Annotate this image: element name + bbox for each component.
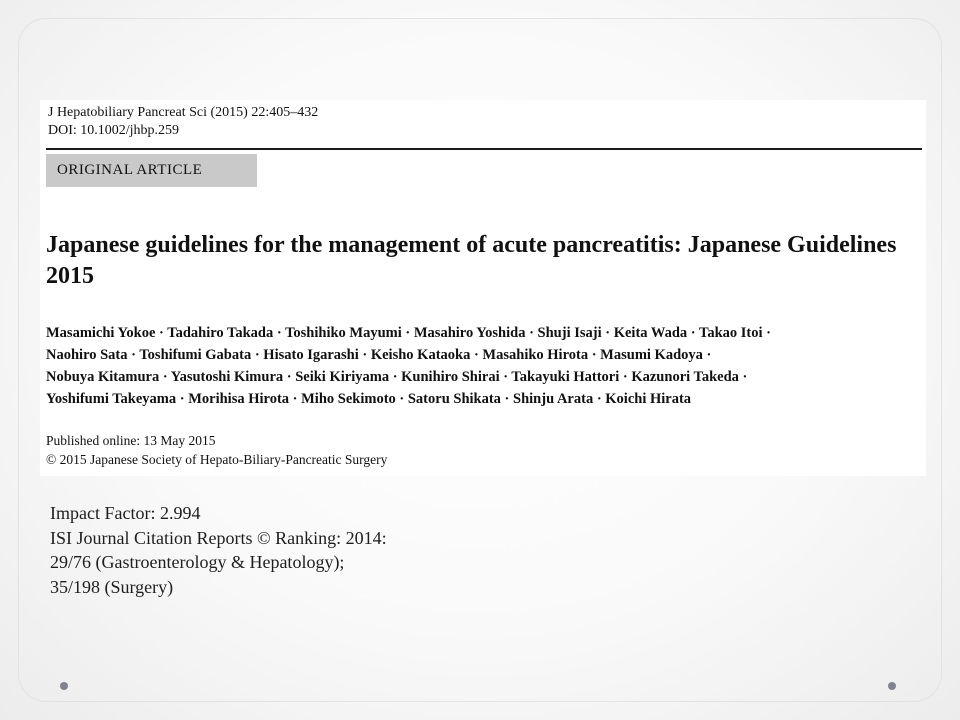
author-line: Naohiro Sata · Toshifumi Gabata · Hisato Igarashi · Keisho Kataoka · Masahiko Hirota · Masumi Kadoya · bbox=[46, 347, 712, 363]
bullet-dot-icon bbox=[60, 682, 68, 690]
bullet-dot-icon bbox=[888, 682, 896, 690]
journal-citation: J Hepatobiliary Pancreat Sci (2015) 22:405–432 bbox=[48, 105, 319, 120]
article-type-label: ORIGINAL ARTICLE bbox=[46, 154, 257, 187]
impact-factor-block bbox=[50, 501, 387, 599]
journal-doi: DOI: 10.1002/jhbp.259 bbox=[48, 123, 180, 138]
header-rule bbox=[46, 148, 922, 150]
impact-line: Impact Factor: 2.994 bbox=[50, 503, 201, 523]
author-line: Yoshifumi Takeyama · Morihisa Hirota · Miho Sekimoto · Satoru Shikata · Shinju Arata · Koichi Hirata bbox=[46, 391, 692, 407]
copyright-line: © 2015 Japanese Society of Hepato-Biliary-Pancreatic Surgery bbox=[46, 452, 388, 467]
impact-line: 35/198 (Surgery) bbox=[50, 576, 174, 597]
impact-line: ISI Journal Citation Reports © Ranking: 2014: bbox=[50, 527, 387, 548]
impact-line: 29/76 (Gastroenterology & Hepatology); bbox=[50, 552, 345, 572]
author-line: Masamichi Yokoe · Tadahiro Takada · Toshihiko Mayumi · Masahiro Yoshida · Shuji Isaji · Keita Wada · Takao Itoi · bbox=[46, 325, 771, 341]
author-list bbox=[46, 322, 926, 410]
paper-title: Japanese guidelines for the management of acute pancreatitis: Japanese Guidelines 2015 bbox=[46, 232, 897, 289]
publication-info bbox=[46, 431, 387, 469]
author-line: Nobuya Kitamura · Yasutoshi Kimura · Seiki Kiriyama · Kunihiro Shirai · Takayuki Hattori · Kazunori Takeda · bbox=[46, 369, 748, 385]
paper-header-image bbox=[40, 100, 926, 476]
published-date: Published online: 13 May 2015 bbox=[46, 433, 216, 448]
journal-reference bbox=[48, 104, 318, 140]
